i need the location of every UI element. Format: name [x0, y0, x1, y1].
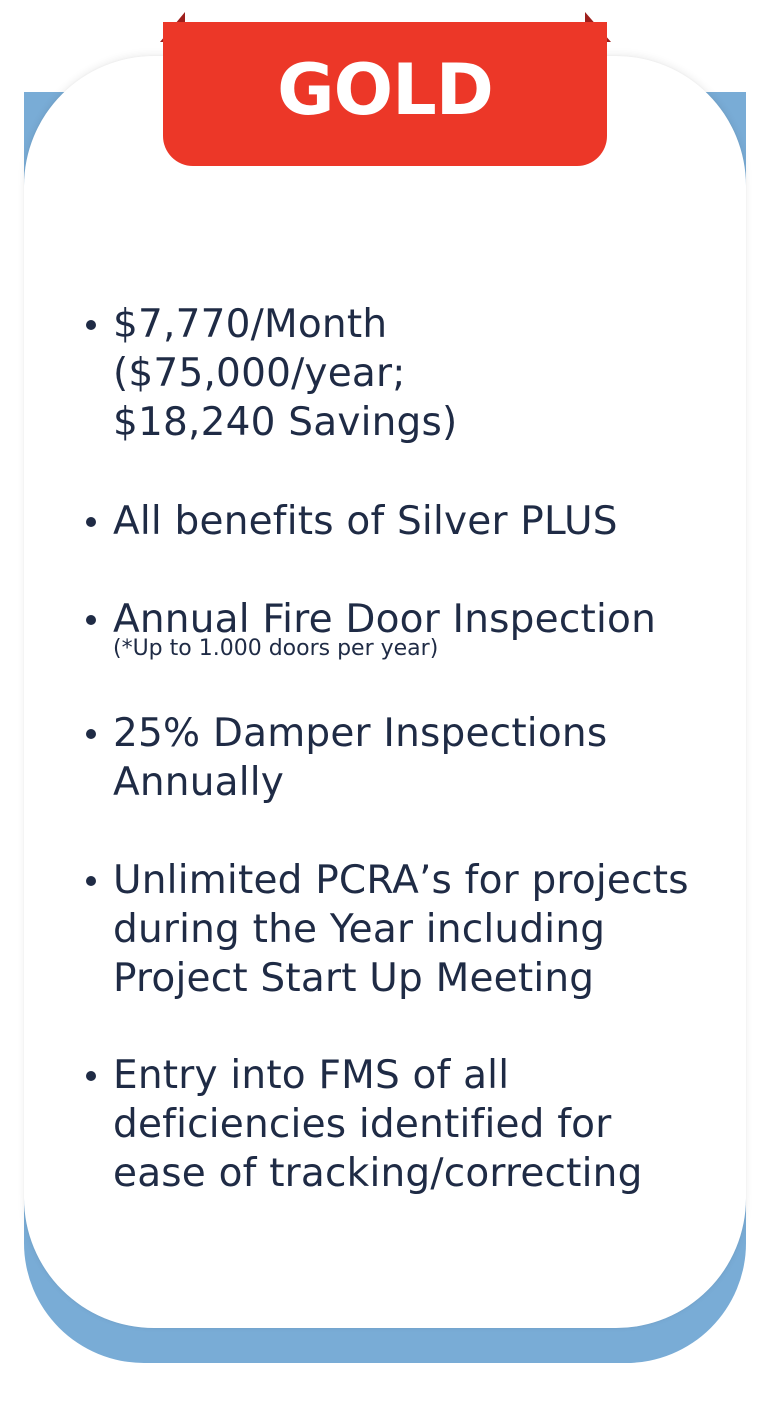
bullet-icon — [86, 615, 96, 625]
feature-text: 25% Damper Inspections Annually — [113, 711, 608, 805]
bullet-icon — [86, 517, 96, 527]
feature-text: Annual Fire Door Inspection — [113, 597, 656, 642]
feature-item-price — [80, 300, 730, 447]
feature-text: Entry into FMS of all deficiencies identified for ease of tracking/correcting — [113, 1053, 643, 1196]
feature-item-pcra — [80, 856, 730, 1003]
bullet-icon — [86, 1071, 96, 1081]
feature-item-fms — [80, 1051, 730, 1198]
feature-note: (*Up to 1.000 doors per year) — [113, 636, 439, 661]
bullet-icon — [86, 729, 96, 739]
feature-text: $7,770/Month ($75,000/year; $18,240 Savings) — [113, 302, 458, 445]
bullet-icon — [86, 320, 96, 330]
bullet-icon — [86, 876, 96, 886]
tier-title: GOLD — [277, 49, 493, 131]
feature-item-fire-door — [80, 595, 730, 660]
feature-text: Unlimited PCRA’s for projects during the Year including Project Start Up Meeting — [113, 858, 689, 1001]
feature-list — [80, 300, 730, 1198]
feature-item-damper — [80, 709, 730, 807]
feature-item-silver-benefits — [80, 497, 730, 546]
tier-ribbon — [163, 22, 607, 166]
feature-text: All benefits of Silver PLUS — [113, 499, 618, 544]
